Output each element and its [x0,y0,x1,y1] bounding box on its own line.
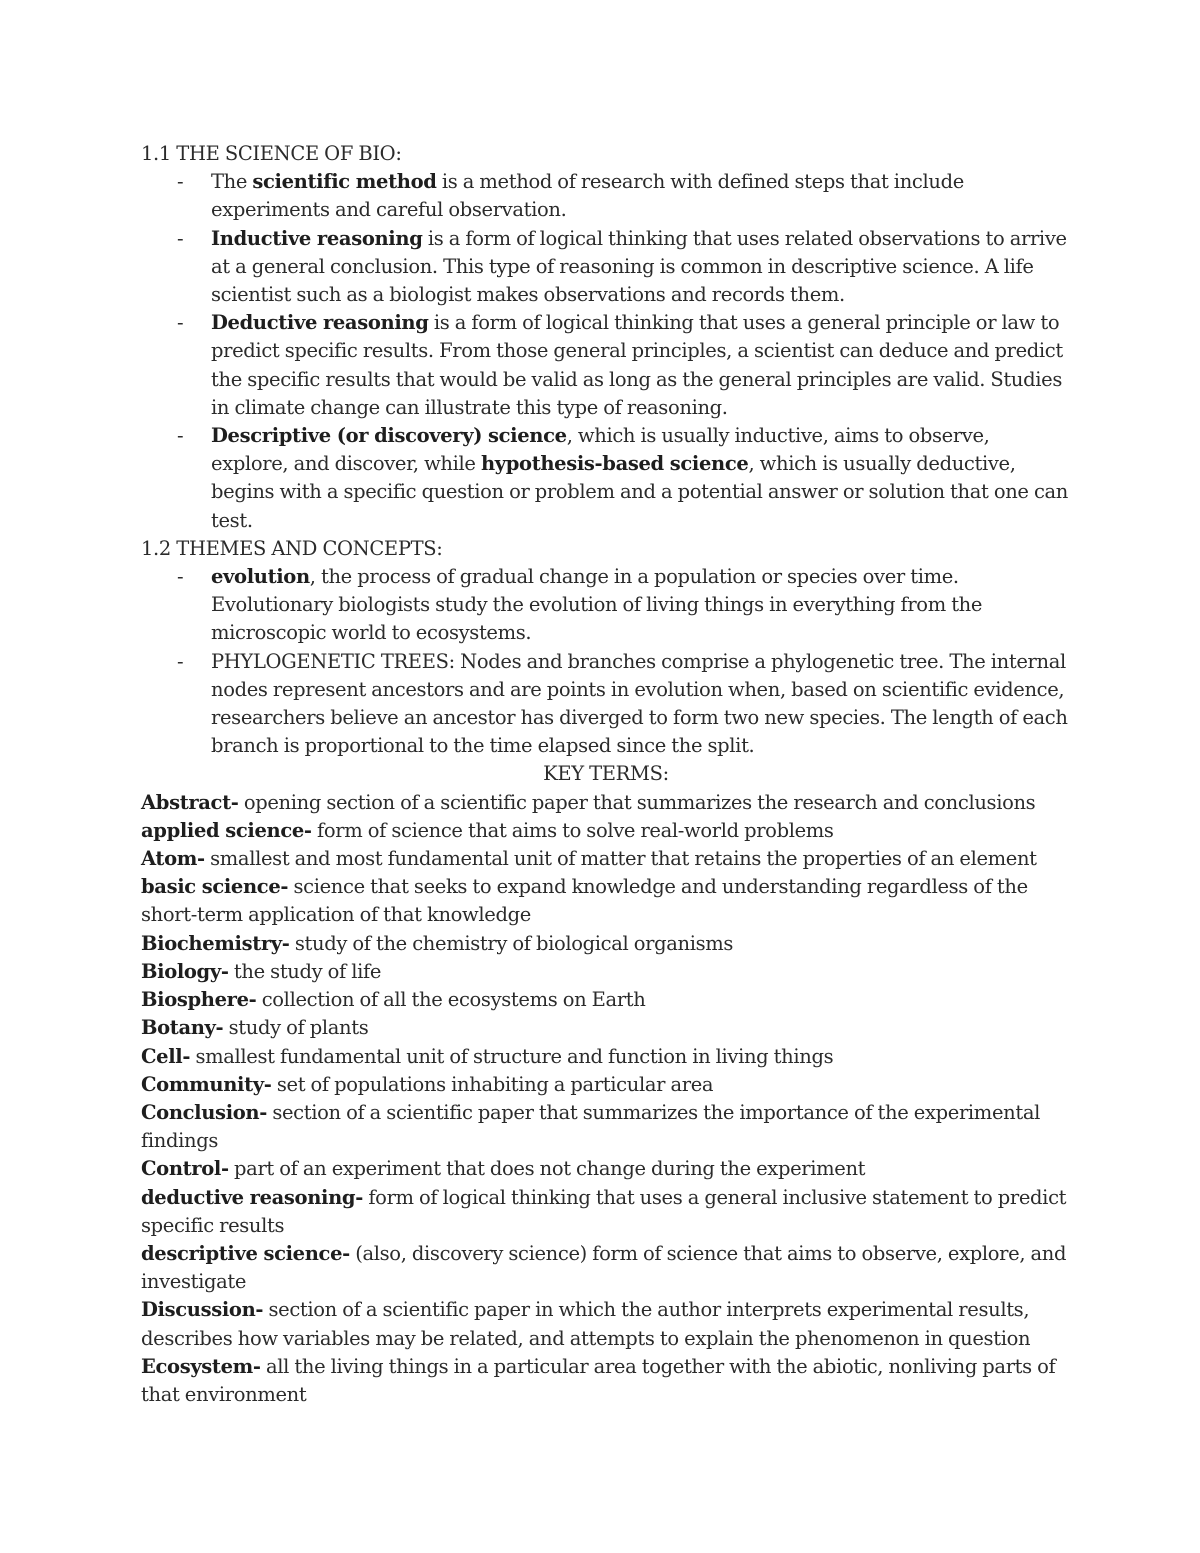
key-term-definition: section of a scientific paper in which the author interprets experimental results, describes how variables may be related, and attempts to explain the phenomenon in question [141,1298,1031,1350]
text-run: is a form of logical thinking that uses a general principle or law to predict specific results. From those general principles, a scientist can deduce and predict the specific results that would be valid as long as the general principles are valid. Studies in climate change can illustrate this type of reasoning. [211,311,1063,419]
bullet-item [141,422,1071,535]
bullet-dash: - [177,311,184,335]
section-heading-themes-and-concepts: 1.2 THEMES AND CONCEPTS: [141,536,443,560]
section-1-bullet-list [141,168,1071,535]
key-term-name: basic science- [141,875,289,899]
bullet-item [141,309,1071,422]
key-term-entry [141,930,1071,958]
key-terms-list [141,789,1071,1409]
key-term-entry [141,789,1071,817]
key-term-name: Biosphere- [141,988,257,1012]
key-term-entry [141,1099,1071,1155]
key-term-definition: set of populations inhabiting a particular area [271,1072,714,1096]
key-term-entry [141,1353,1071,1409]
key-term-name: descriptive science- [141,1241,350,1265]
bullet-item [141,563,1071,648]
section-2-bullet-list [141,563,1071,760]
key-term-definition: opening section of a scientific paper that summarizes the research and conclusions [238,790,1036,814]
text-run: The [211,170,253,194]
key-term-entry [141,1071,1071,1099]
key-term-definition: study of plants [223,1016,369,1040]
bullet-dash: - [177,170,184,194]
key-term-entry [141,873,1071,929]
key-term-name: Atom- [141,847,205,871]
text-run: , the process of gradual change in a population or species over time. Evolutionary biologists study the evolution of living things in everything from the microscopic world to ecosystems. [211,565,983,645]
key-term-name: applied science- [141,818,312,842]
document-page [141,140,1071,1409]
key-term-name: Community- [141,1072,272,1096]
key-term-definition: smallest fundamental unit of structure and function in living things [190,1044,834,1068]
key-term-definition: (also, discovery science) form of science that aims to observe, explore, and investigate [141,1241,1067,1294]
key-term-definition: smallest and most fundamental unit of matter that retains the properties of an element [204,847,1037,871]
key-term-entry [141,1014,1071,1042]
bold-term: Descriptive (or discovery) science [211,424,567,448]
bullet-dash: - [177,226,184,250]
bullet-dash: - [177,565,184,589]
key-term-name: deductive reasoning- [141,1185,363,1209]
key-term-name: Control- [141,1157,229,1181]
text-run: , which is usually deductive, begins with a specific question or problem and a potential answer or solution that one can test. [211,452,1069,532]
key-terms-heading: KEY TERMS: [543,762,669,786]
key-term-name: Conclusion- [141,1100,267,1124]
key-term-name: Abstract- [141,790,239,814]
key-term-entry [141,958,1071,986]
key-term-definition: the study of life [228,959,382,983]
section-heading-science-of-bio: 1.1 THE SCIENCE OF BIO: [141,142,402,165]
bold-term: Inductive reasoning [211,226,423,250]
bullet-dash: - [177,424,184,448]
bold-term: hypothesis-based science [480,452,749,476]
bullet-item [141,648,1071,761]
key-term-entry [141,986,1071,1014]
key-term-name: Biochemistry- [141,931,290,955]
key-term-name: Botany- [141,1016,224,1040]
key-term-entry [141,1155,1071,1183]
key-term-name: Biology- [141,959,229,983]
key-term-definition: part of an experiment that does not change during the experiment [228,1157,866,1181]
key-term-definition: form of logical thinking that uses a general inclusive statement to predict specific results [141,1185,1067,1237]
key-term-definition: science that seeks to expand knowledge and understanding regardless of the short-term application of that knowledge [141,875,1028,927]
bold-term: evolution [211,565,310,589]
text-run: is a form of logical thinking that uses related observations to arrive at a general conclusion. This type of reasoning is common in descriptive science. A life scientist such as a biologist makes observations and records them. [211,226,1067,307]
key-term-name: Cell- [141,1044,191,1068]
key-term-name: Ecosystem- [141,1354,261,1378]
key-term-entry [141,845,1071,873]
key-term-definition: collection of all the ecosystems on Earth [256,988,646,1012]
bold-term: Deductive reasoning [211,311,429,335]
key-term-entry [141,1184,1071,1240]
key-term-definition: study of the chemistry of biological organisms [289,931,734,955]
key-term-definition: form of science that aims to solve real-world problems [311,818,834,842]
key-term-name: Discussion- [141,1298,264,1322]
text-run: is a method of research with defined steps that include experiments and careful observation. [211,170,964,222]
key-term-entry [141,1296,1071,1352]
text-run: PHYLOGENETIC TREES: Nodes and branches comprise a phylogenetic tree. The internal nodes represent ancestors and are points in evolution when, based on scientific evidence, researchers believe an ancestor has diverged to form two new species. The length of each branch is proportional to the time elapsed since the split. [211,649,1068,758]
key-term-definition: all the living things in a particular area together with the abiotic, nonliving parts of that environment [141,1354,1056,1406]
key-term-entry [141,1043,1071,1071]
text-run: , which is usually inductive, aims to observe, explore, and discover, while [211,424,990,476]
key-term-entry [141,1240,1071,1296]
bullet-item [141,168,1071,224]
bullet-dash: - [177,649,184,673]
key-term-definition: section of a scientific paper that summarizes the importance of the experimental findings [141,1100,1040,1153]
bullet-item [141,225,1071,310]
key-term-entry [141,817,1071,845]
bold-term: scientific method [252,170,437,194]
